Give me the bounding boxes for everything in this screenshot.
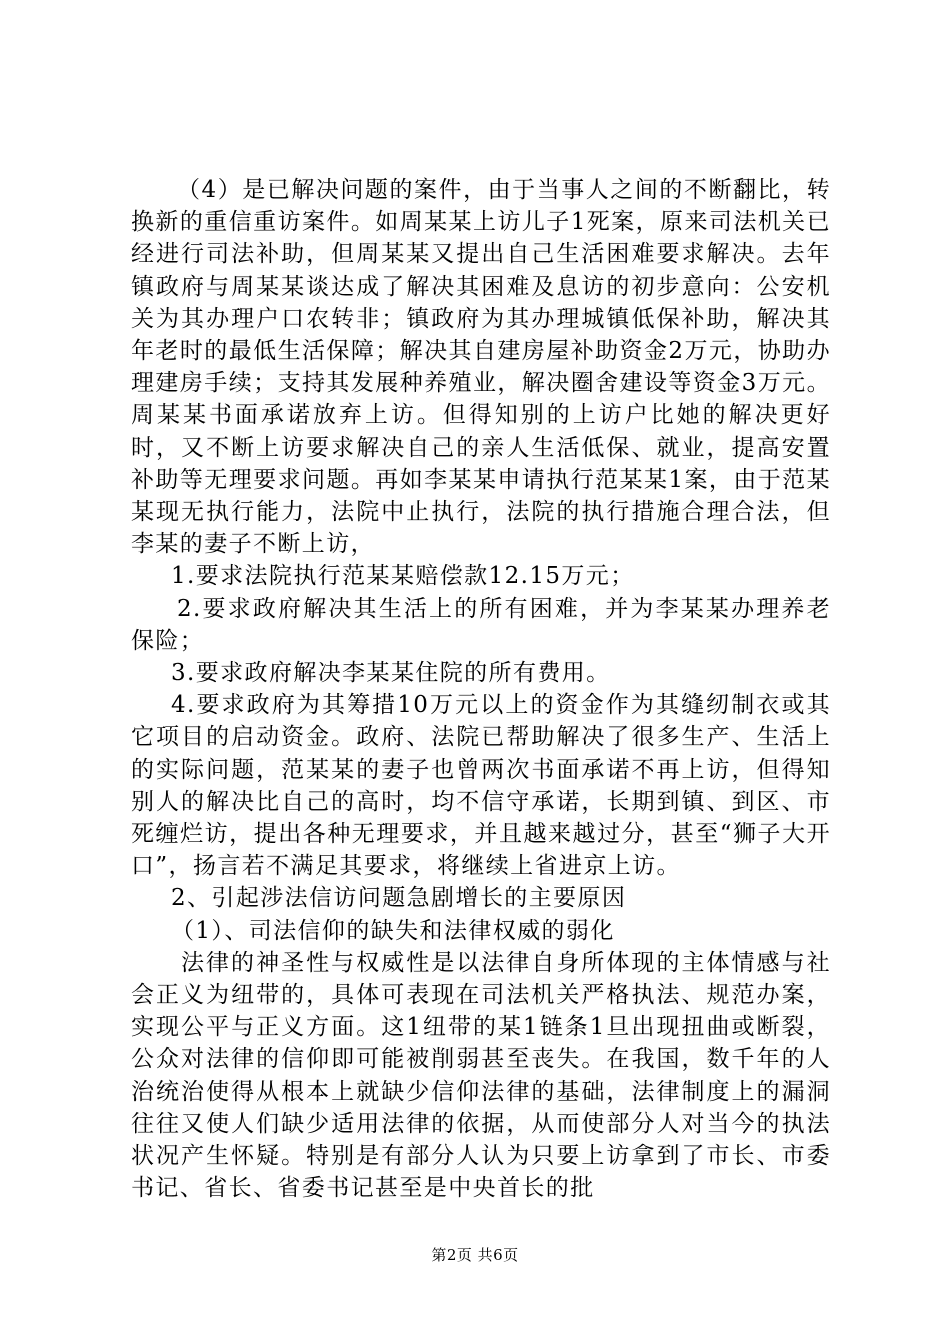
document-body — [131, 174, 831, 1205]
list-item-2: 2.要求政府解决其生活上的所有困难，并为李某某办理养老保险； — [131, 595, 831, 654]
section-heading: 2、引起涉法信访问题急剧增长的主要原因 — [171, 885, 627, 912]
paragraph-case-4: （4）是已解决问题的案件，由于当事人之间的不断翻比，转换新的重信重访案件。如周某某上访儿子1死案，原来司法机关已经进行司法补助，但周某某又提出自己生活困难要求解决。去年镇政府与周某某谈达成了解决其困难及息访的初步意向：公安机关为其办理户口农转非；镇政府为其办理城镇低保补助，解决其年老时的最低生活保障；解决其自建房屋补助资金2万元，协助办理建房手续；支持其发展种养殖业，解决圈舍建设等资金3万元。周某某书面承诺放弃上访。但得知别的上访户比她的解决更好时，又不断上访要求解决自己的亲人生活低保、就业，提高安置补助等无理要求问题。再如李某某申请执行范某某1案，由于范某某现无执行能力，法院中止执行，法院的执行措施合理合法，但李某的妻子不断上访， — [131, 177, 831, 558]
list-item-1: 1.要求法院执行范某某赔偿款12.15万元； — [171, 563, 635, 590]
list-item-3: 3.要求政府解决李某某住院的所有费用。 — [171, 660, 611, 687]
paragraph-law-authority: 法律的神圣性与权威性是以法律自身所体现的主体情感与社会正义为纽带的，具体可表现在司法机关严格执法、规范办案，实现公平与正义方面。这1纽带的某1链条1旦出现扭曲或断裂，公众对法律的信仰即可能被削弱甚至丧失。在我国，数千年的人治统治使得从根本上就缺少信仰法律的基础，法律制度上的漏洞往往又使人们缺少适用法律的依据，从而使部分人对当今的执法状况产生怀疑。特别是有部分人认为只要上访拿到了市长、市委书记、省长、省委书记甚至是中央首长的批 — [131, 949, 831, 1202]
list-item-4: 4.要求政府为其筹措10万元以上的资金作为其缝纫制衣或其它项目的启动资金。政府、法院已帮助解决了很多生产、生活上的实际问题，范某某的妻子也曾两次书面承诺不再上访，但得知别人的解决比自己的高时，均不信守承诺，长期到镇、到区、市死缠烂访，提出各种无理要求，并且越来越过分，甚至“狮子大开口”，扬言若不满足其要求，将继续上省进京上访。 — [131, 692, 831, 880]
subsection-heading: （1）、司法信仰的缺失和法律权威的弱化 — [171, 917, 615, 944]
page-footer: 第2页 共6页 — [431, 1246, 519, 1264]
